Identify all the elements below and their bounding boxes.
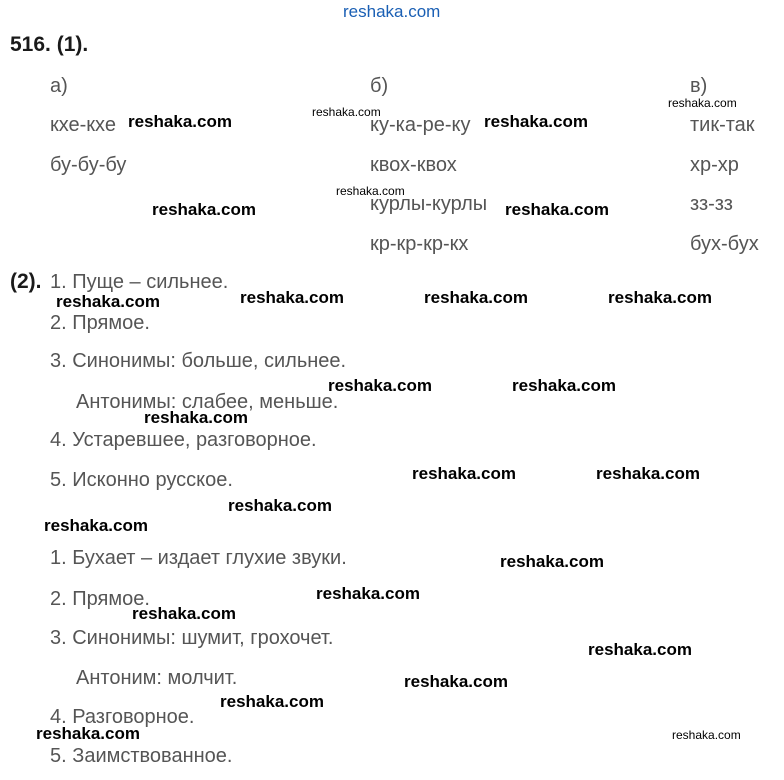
watermark: reshaka.com [144,408,248,427]
answer-line: 5. Заимствованное. [50,745,233,767]
onomatopoeia-item: ку-ка-ре-ку [370,114,471,136]
watermark: reshaka.com [228,496,332,515]
watermark: reshaka.com [500,552,604,571]
watermark-small: reshaka.com [672,728,741,742]
watermark: reshaka.com [424,288,528,307]
watermark: reshaka.com [220,692,324,711]
watermark-small: reshaka.com [668,96,737,110]
answer-line: 1. Пуще – сильнее. [50,271,229,293]
part2-label: (2). [10,270,42,293]
watermark: reshaka.com [596,464,700,483]
watermark: reshaka.com [316,584,420,603]
answer-line: 4. Устаревшее, разговорное. [50,429,317,451]
column-label-v: в) [690,75,708,97]
onomatopoeia-item: тик-так [690,114,755,136]
watermark: reshaka.com [152,200,256,219]
watermark-small: reshaka.com [336,184,405,198]
answer-line: 3. Синонимы: шумит, грохочет. [50,627,334,649]
exercise-number: 516. (1). [10,33,89,56]
onomatopoeia-item: бух-бух [690,233,759,255]
watermark: reshaka.com [512,376,616,395]
answer-line: 3. Синонимы: больше, сильнее. [50,350,347,372]
answer-line: 2. Прямое. [50,312,150,334]
onomatopoeia-item: зз-зз [690,193,733,215]
column-label-a: а) [50,75,68,97]
answer-line: Антонимы: слабее, меньше. [76,391,339,413]
onomatopoeia-item: кхе-кхе [50,114,116,136]
site-watermark-top[interactable]: reshaka.com [343,2,441,21]
watermark: reshaka.com [56,292,160,311]
answer-line: 4. Разговорное. [50,706,195,728]
onomatopoeia-item: квох-квох [370,154,457,176]
watermark: reshaka.com [608,288,712,307]
watermark: reshaka.com [505,200,609,219]
watermark: reshaka.com [36,724,140,743]
watermark: reshaka.com [44,516,148,535]
watermark: reshaka.com [412,464,516,483]
watermark: reshaka.com [484,112,588,131]
answer-line: 2. Прямое. [50,588,150,610]
watermark: reshaka.com [240,288,344,307]
onomatopoeia-item: кр-кр-кр-кх [370,233,469,255]
answer-line: 1. Бухает – издает глухие звуки. [50,547,347,569]
watermark: reshaka.com [128,112,232,131]
onomatopoeia-item: хр-хр [690,154,739,176]
column-label-b: б) [370,75,389,97]
watermark: reshaka.com [404,672,508,691]
answer-line: 5. Исконно русское. [50,469,233,491]
onomatopoeia-item: курлы-курлы [370,193,488,215]
watermark: reshaka.com [328,376,432,395]
onomatopoeia-item: бу-бу-бу [50,154,127,176]
watermark: reshaka.com [588,640,692,659]
watermark-small: reshaka.com [312,105,381,119]
answer-line: Антоним: молчит. [76,667,238,689]
watermark: reshaka.com [132,604,236,623]
